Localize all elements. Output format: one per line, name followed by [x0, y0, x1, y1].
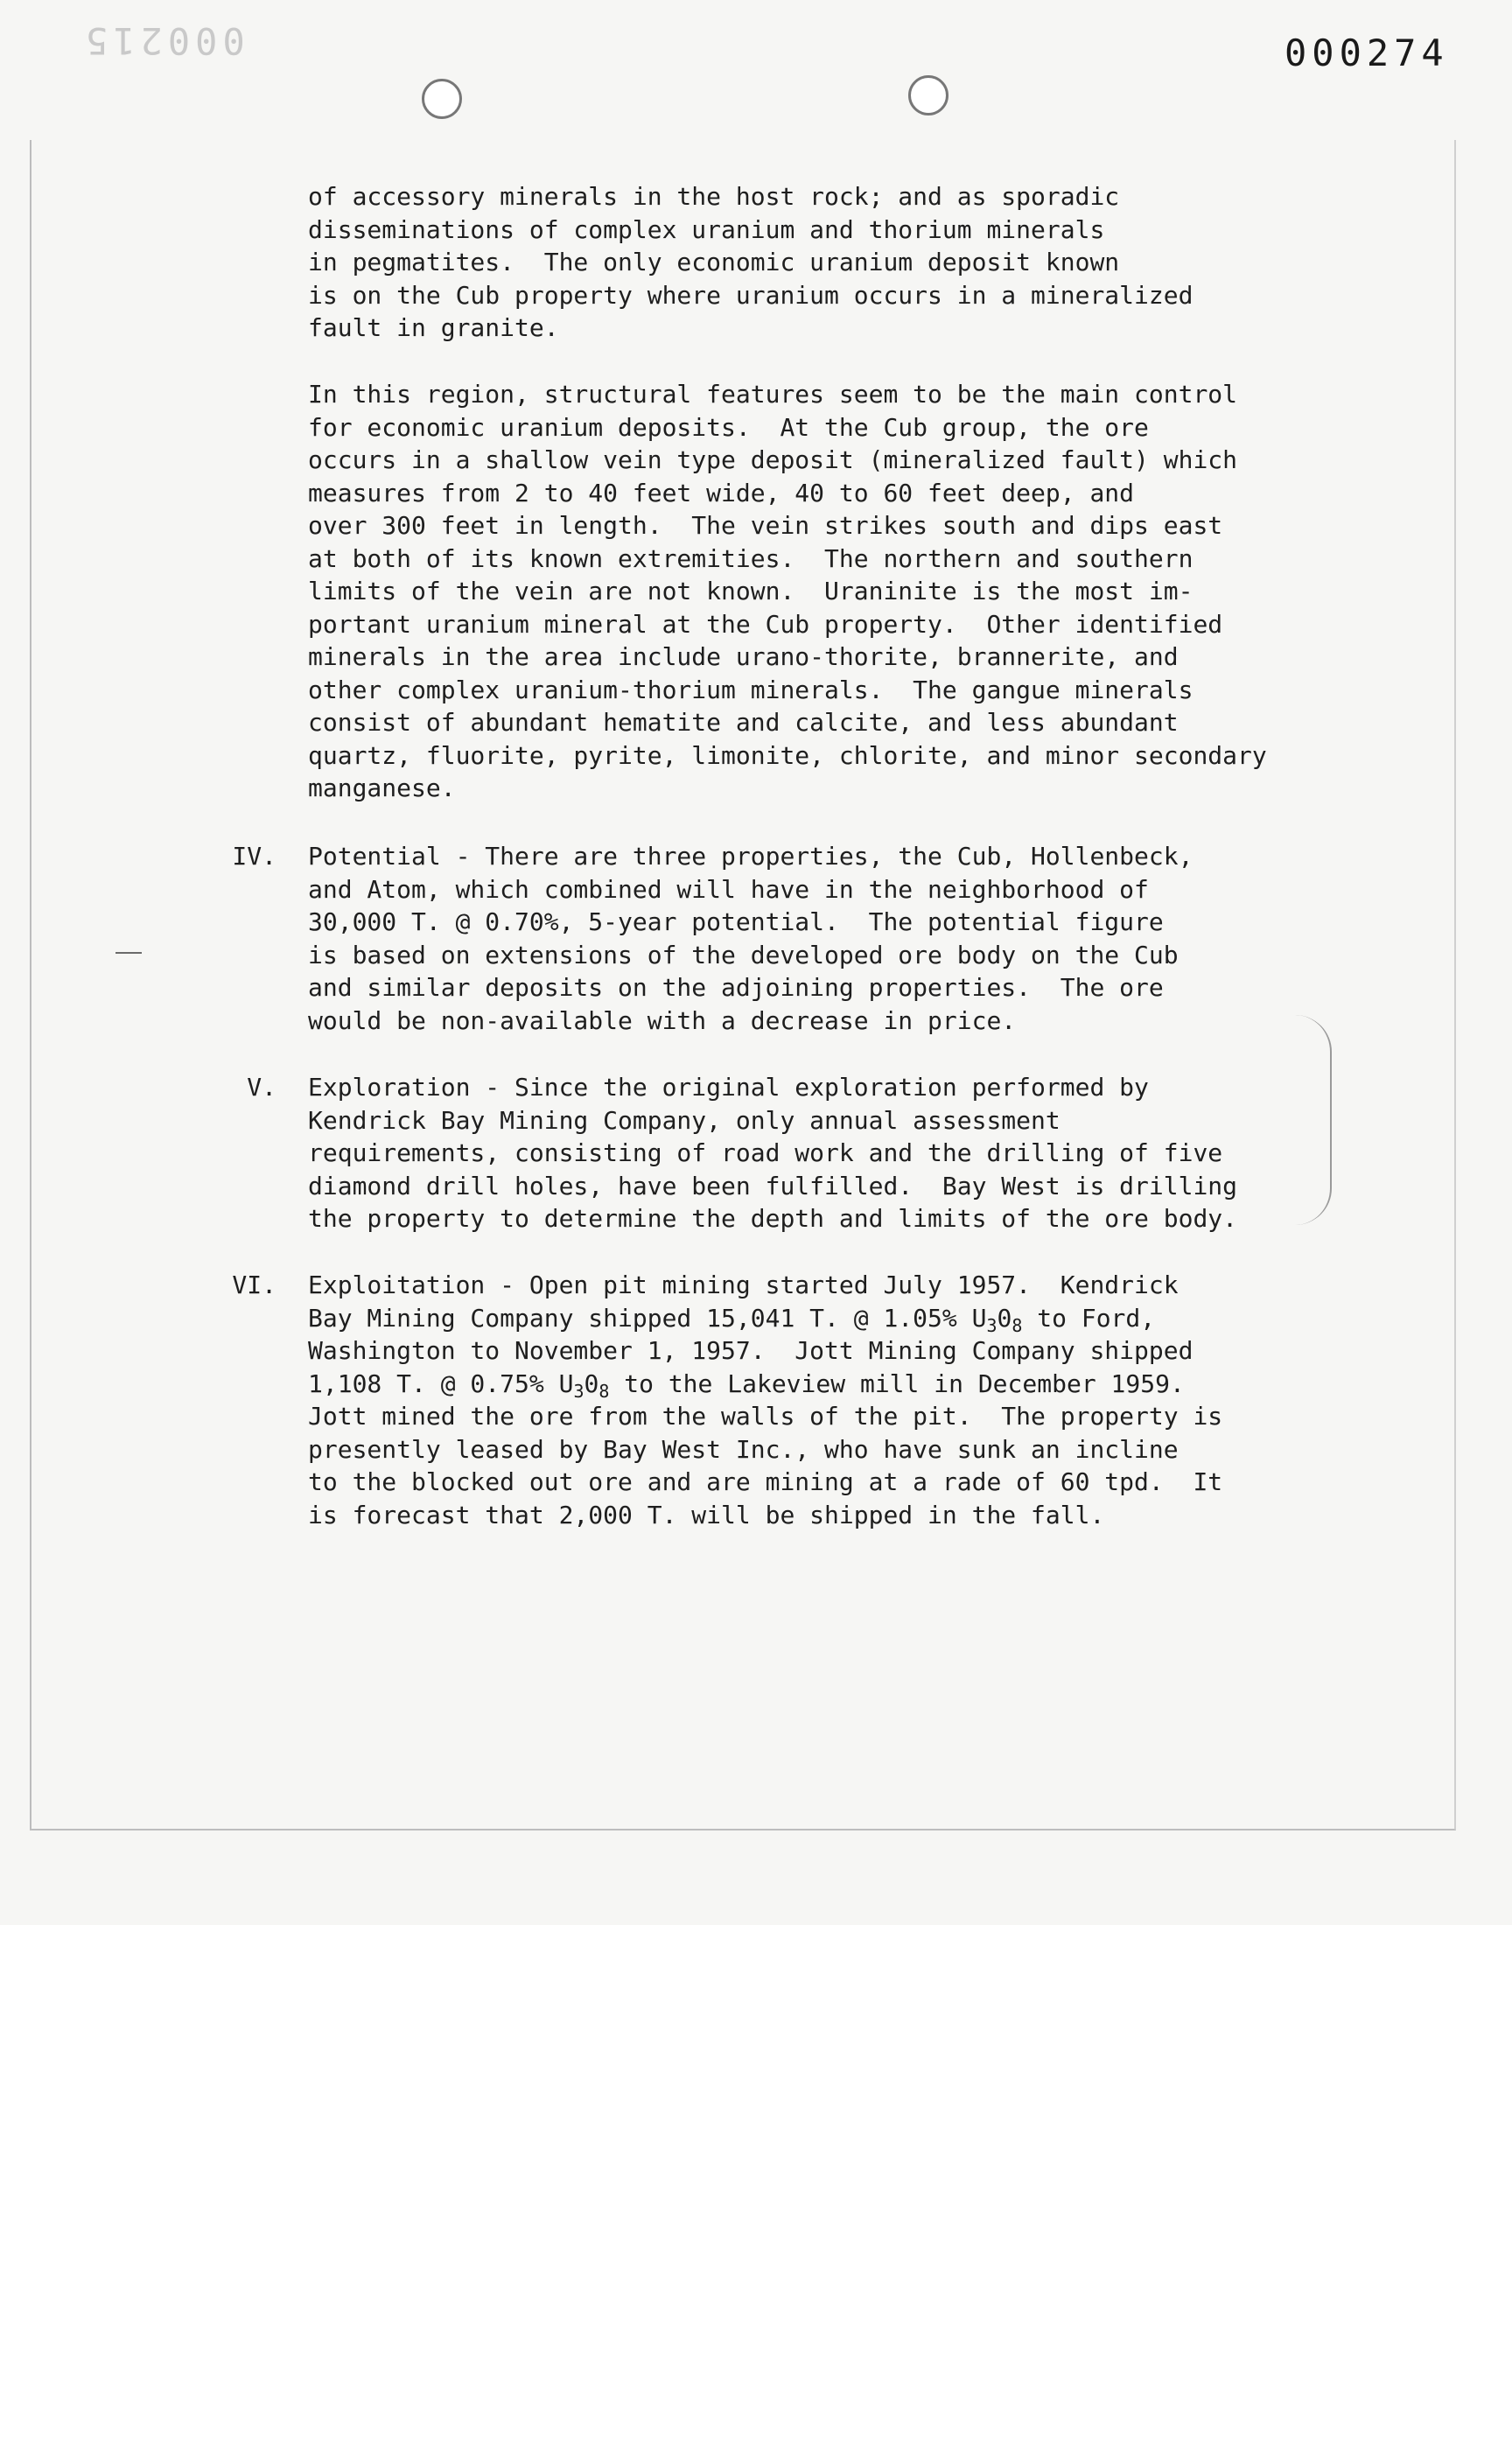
text-line: would be non-available with a decrease in price. — [308, 1005, 1017, 1035]
text-segment: 0 — [584, 1368, 599, 1398]
text-line-with-formula — [308, 1368, 1222, 1401]
text-line: consist of abundant hematite and calcite, and less abundant — [308, 708, 1179, 737]
text-segment: to the Lakeview mill in December 1959. — [609, 1368, 1185, 1398]
margin-mark — [116, 952, 142, 954]
section-exploration — [308, 1071, 1237, 1236]
bleed-through-number: 000215 — [80, 19, 245, 62]
text-line: over 300 feet in length. The vein strikes south and dips east — [308, 511, 1223, 540]
text-line: disseminations of complex uranium and thorium minerals — [308, 214, 1105, 244]
text-line: measures from 2 to 40 feet wide, 40 to 60 feet deep, and — [308, 478, 1135, 508]
text-line: is based on extensions of the developed ore body on the Cub — [308, 940, 1179, 970]
text-line: Potential - There are three properties, the Cub, Hollenbeck, — [308, 842, 1194, 871]
text-line: at both of its known extremities. The northern and southern — [308, 543, 1194, 573]
paragraph-accessory-minerals — [308, 180, 1193, 345]
text-line: is forecast that 2,000 T. will be shipped in the fall. — [308, 1500, 1105, 1530]
section-number-v: V. — [247, 1073, 276, 1102]
text-line: diamond drill holes, have been fulfilled. Bay West is drilling — [308, 1171, 1238, 1200]
paragraph-structural-features — [308, 378, 1267, 805]
text-line: limits of the vein are not known. Uraninite is the most im- — [308, 577, 1194, 606]
punch-hole-right — [908, 75, 948, 116]
text-line: and similar deposits on the adjoining properties. The ore — [308, 973, 1164, 1002]
text-line: occurs in a shallow vein type deposit (mineralized fault) which — [308, 445, 1238, 474]
text-line: Exploitation - Open pit mining started July 1957. Kendrick — [308, 1270, 1179, 1299]
text-line: 30,000 T. @ 0.70%, 5-year potential. The potential figure — [308, 907, 1164, 936]
text-line: Jott mined the ore from the walls of the pit. The property is — [308, 1402, 1223, 1431]
text-line: quartz, fluorite, pyrite, limonite, chlorite, and minor secondary — [308, 740, 1267, 770]
text-line: minerals in the area include urano-thorite, brannerite, and — [308, 642, 1179, 671]
text-line: to the blocked out ore and are mining at a rade of 60 tpd. It — [308, 1467, 1223, 1496]
section-number-vi: VI. — [232, 1270, 276, 1299]
text-segment: 1,108 T. @ 0.75% U — [308, 1368, 574, 1398]
text-line: in pegmatites. The only economic uranium deposit known — [308, 248, 1120, 276]
text-line: fault in granite. — [308, 313, 559, 342]
text-line: portant uranium mineral at the Cub property. Other identified — [308, 609, 1223, 639]
text-line: the property to determine the depth and limits of the ore body. — [308, 1204, 1238, 1233]
section-number-iv: IV. — [232, 842, 276, 871]
section-exploitation — [308, 1269, 1222, 1531]
text-line: other complex uranium-thorium minerals. The gangue minerals — [308, 675, 1194, 704]
text-line: is on the Cub property where uranium occurs in a mineralized — [308, 280, 1194, 310]
subscript: 3 — [573, 1380, 584, 1402]
punch-hole-left — [422, 79, 462, 119]
page-number: 000274 — [1284, 32, 1449, 74]
text-line: Washington to November 1, 1957. Jott Mining Company shipped — [308, 1336, 1194, 1365]
subscript: 8 — [1012, 1314, 1023, 1336]
text-line: manganese. — [308, 774, 456, 802]
text-line: presently leased by Bay West Inc., who have sunk an incline — [308, 1434, 1179, 1464]
text-segment: to Ford, — [1022, 1303, 1156, 1333]
subscript: 3 — [986, 1314, 998, 1336]
text-line: In this region, structural features seem to be the main control — [308, 380, 1238, 409]
text-segment: 0 — [997, 1303, 1012, 1333]
text-line: of accessory minerals in the host rock; and as sporadic — [308, 182, 1120, 211]
text-line: Exploration - Since the original exploration performed by — [308, 1073, 1149, 1102]
text-segment: Bay Mining Company shipped 15,041 T. @ 1.05% U — [308, 1303, 987, 1333]
margin-bracket — [1295, 1015, 1332, 1225]
text-line-with-formula — [308, 1302, 1222, 1335]
text-line: Kendrick Bay Mining Company, only annual assessment — [308, 1105, 1060, 1135]
subscript: 8 — [598, 1380, 610, 1402]
text-line: and Atom, which combined will have in the neighborhood of — [308, 874, 1149, 904]
section-potential — [308, 840, 1193, 1037]
text-line: for economic uranium deposits. At the Cub group, the ore — [308, 412, 1149, 442]
text-line: requirements, consisting of road work and the drilling of five — [308, 1138, 1223, 1167]
